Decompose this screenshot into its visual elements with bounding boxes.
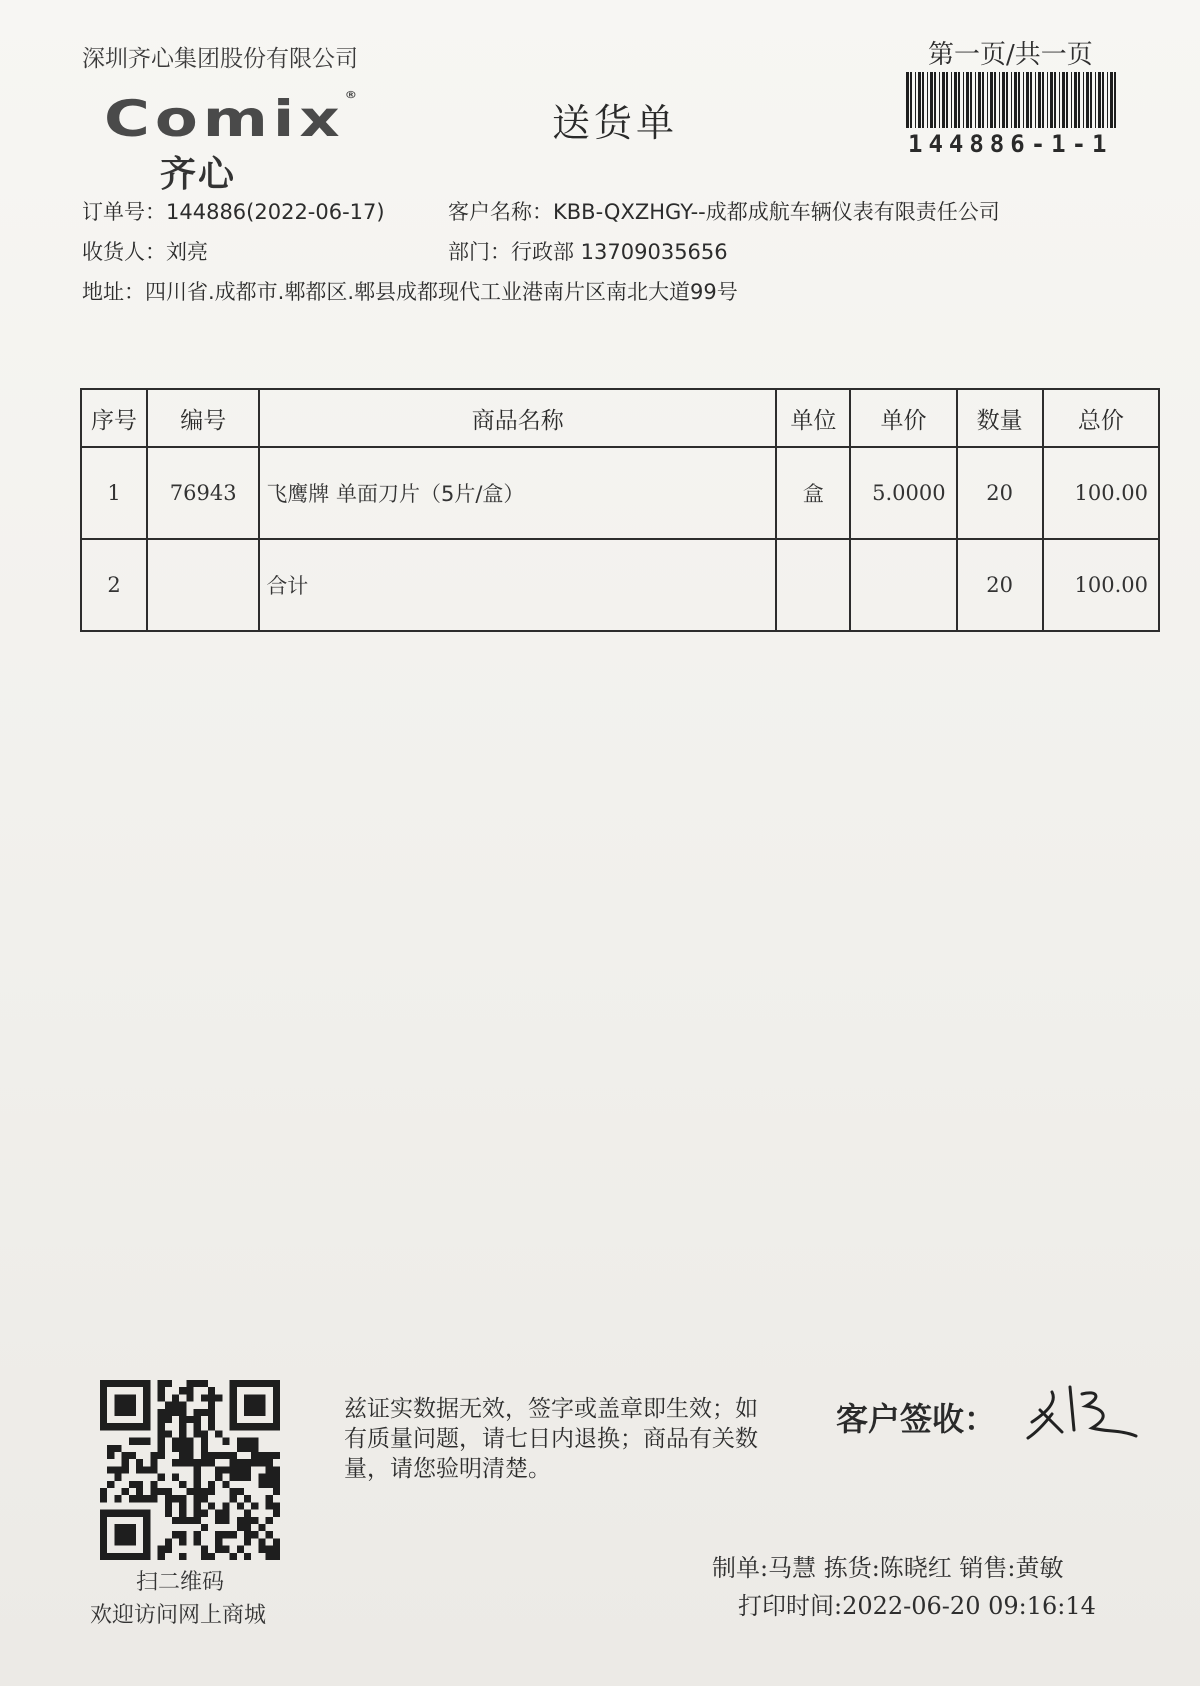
barcode-number: 144886-1-1 [908,130,1113,158]
document-title: 送货单 [552,101,679,145]
header-unit: 单位 [776,389,850,447]
cell-product-name: 飞鹰牌 单面刀片（5片/盒） [259,447,776,539]
cell-unit [776,539,850,631]
cell-quantity: 20 [957,539,1043,631]
cell-unit-price [850,539,956,631]
handwritten-signature [1022,1372,1142,1452]
company-name: 深圳齐心集团股份有限公司 [82,46,358,72]
receiver: 收货人：刘亮 [82,240,208,264]
table-row [81,447,1159,539]
table-row-total [81,539,1159,631]
cell-seq: 2 [81,539,147,631]
cell-seq: 1 [81,447,147,539]
cell-code: 76943 [147,447,259,539]
header-seq: 序号 [81,389,147,447]
customer-name: 客户名称：KBB-QXZHGY--成都成航车辆仪表有限责任公司 [448,200,1000,224]
department: 部门：行政部 13709035656 [448,240,728,264]
barcode-icon [906,72,1118,128]
header-code: 编号 [147,389,259,447]
print-time: 打印时间:2022-06-20 09:16:14 [738,1592,1096,1620]
cell-total-label: 合计 [259,539,776,631]
table-header-row [81,389,1159,447]
cell-code [147,539,259,631]
cell-total: 100.00 [1043,447,1159,539]
qr-code-icon [100,1380,280,1560]
comix-logo-chinese: 齐心 [160,154,237,195]
order-number: 订单号：144886(2022-06-17) [82,200,385,224]
header-unit-price: 单价 [850,389,956,447]
header-quantity: 数量 [957,389,1043,447]
comix-logo: Comix® [104,90,363,148]
cell-total: 100.00 [1043,539,1159,631]
cell-unit: 盒 [776,447,850,539]
cell-unit-price: 5.0000 [850,447,956,539]
customer-sign-label: 客户签收： [836,1400,997,1438]
header-product-name: 商品名称 [259,389,776,447]
cell-quantity: 20 [957,447,1043,539]
goods-table [80,388,1160,632]
qr-subcaption: 欢迎访问网上商城 [90,1603,267,1628]
staff-info: 制单:马慧 拣货:陈晓红 销售:黄敏 [712,1554,1064,1582]
address: 地址：四川省.成都市.郫都区.郫县成都现代工业港南片区南北大道99号 [82,280,738,304]
page-info: 第一页/共一页 [928,40,1093,70]
validity-note: 兹证实数据无效，签字或盖章即生效；如有质量问题，请七日内退换；商品有关数量，请您验明清楚。 [344,1396,758,1482]
qr-caption: 扫二维码 [136,1570,225,1595]
header-total: 总价 [1043,389,1159,447]
